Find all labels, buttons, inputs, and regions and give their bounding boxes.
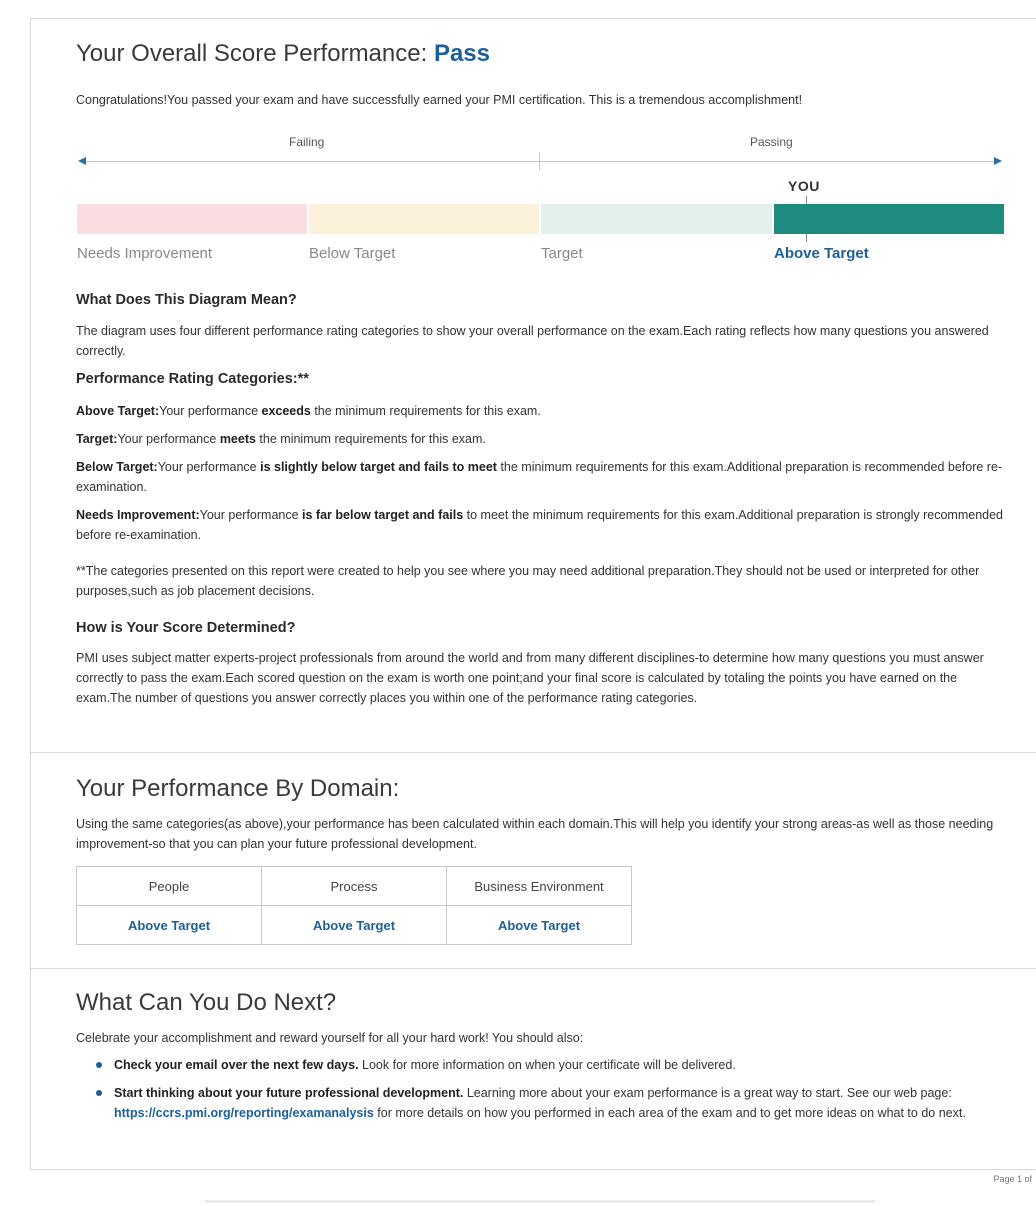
- overall-score-title: [76, 40, 490, 68]
- exam-analysis-link[interactable]: https://ccrs.pmi.org/reporting/examanalysis: [114, 1106, 374, 1120]
- domain-text: Using the same categories(as above),your performance has been calculated within each domain.This will help you identify your strong areas-as well as those needing improvement-so that you can plan your future professional development.: [76, 817, 994, 851]
- rating-term: Below Target:: [76, 460, 158, 474]
- domain-column-process: Process: [262, 867, 447, 906]
- arrow-right-icon: [994, 157, 1002, 165]
- rating-text: to meet the minimum requirements for this exam.Additional preparation is strongly recommended before re-examination.: [76, 508, 1004, 542]
- pass-fail-divider: [539, 152, 540, 170]
- rating-below-target: [76, 457, 1011, 497]
- rating-text: the minimum requirements for this exam.Additional preparation is recommended before re-examination.: [76, 460, 1003, 494]
- next-step-text: Look for more information on when your certificate will be delivered.: [358, 1058, 736, 1072]
- list-item: [96, 1055, 1016, 1075]
- list-item: [96, 1083, 1016, 1123]
- overall-result: Pass: [433, 40, 491, 67]
- arrow-left-icon: [78, 157, 86, 165]
- page-number: Page 1 of: [993, 1174, 1032, 1184]
- label-below-target: Below Target: [309, 245, 396, 262]
- rating-text: the minimum requirements for this exam.: [255, 432, 486, 446]
- domain-value-people: Above Target: [77, 906, 262, 945]
- rating-emphasis: is slightly below target and fails to meet: [260, 460, 497, 474]
- next-step-text: for more details on how you performed in each area of the exam and to get more ideas on what to do next.: [373, 1106, 966, 1120]
- table-row: [77, 906, 632, 945]
- you-marker-tick: [806, 196, 807, 204]
- score-determined-text: PMI uses subject matter experts-project professionals from around the world and from many different disciplines-to determine how many questions you must answer correctly to pass the exam.Each scored question on the exam is worth one point;and your final score is calculated by totaling the points you have earned on the exam.The number of questions you answer correctly places you within one of the performance rating categories.: [76, 651, 984, 705]
- rating-target: [76, 429, 1016, 449]
- table-header-row: [77, 867, 632, 906]
- rating-text: the minimum requirements for this exam.: [310, 404, 541, 418]
- section-divider: [30, 968, 1036, 969]
- segment-above-target: [774, 204, 1004, 234]
- label-target: Target: [541, 245, 583, 262]
- domain-column-business-environment: Business Environment: [447, 867, 632, 906]
- section-divider: [30, 752, 1036, 753]
- failing-label: Failing: [289, 135, 325, 149]
- diagram-meaning-heading: What Does This Diagram Mean?: [76, 292, 297, 308]
- rating-term: Needs Improvement:: [76, 508, 200, 522]
- page-bottom-shadow: [205, 1200, 875, 1203]
- categories-footnote: **The categories presented on this report were created to help you see where you may need additional preparation.They should not be used or interpreted for other purposes,such as job placement decisions.: [76, 564, 980, 598]
- domain-value-business-environment: Above Target: [447, 906, 632, 945]
- segment-target: [541, 204, 772, 234]
- next-step-title: Check your email over the next few days.: [114, 1058, 359, 1072]
- next-step-title: Start thinking about your future professional development.: [114, 1086, 464, 1100]
- rating-text: Your performance: [157, 460, 261, 474]
- you-marker-label: YOU: [788, 178, 820, 194]
- rating-above-target: [76, 401, 1016, 421]
- score-determined-heading: How is Your Score Determined?: [76, 620, 296, 636]
- next-steps-intro: Celebrate your accomplishment and reward yourself for all your hard work! You should also:: [76, 1031, 584, 1045]
- label-above-target: Above Target: [774, 245, 869, 262]
- label-needs-improvement: Needs Improvement: [77, 245, 213, 262]
- segment-below-target: [309, 204, 539, 234]
- rating-needs-improvement: [76, 505, 1016, 545]
- rating-categories-heading: Performance Rating Categories:**: [76, 371, 309, 387]
- domain-value-process: Above Target: [262, 906, 447, 945]
- next-steps-list: [96, 1055, 1016, 1131]
- bullet-icon: [96, 1090, 102, 1096]
- domain-heading: Your Performance By Domain:: [76, 775, 400, 802]
- domain-column-people: People: [77, 867, 262, 906]
- rating-term: Target:: [76, 432, 118, 446]
- overall-score-title-prefix: Your Overall Score Performance:: [76, 40, 428, 67]
- diagram-meaning-text: The diagram uses four different performance rating categories to show your overall performance on the exam.Each rating reflects how many questions you answered correctly.: [76, 324, 989, 358]
- bullet-icon: [96, 1062, 102, 1068]
- next-step-text: Learning more about your exam performance is a great way to start. See our web page:: [463, 1086, 952, 1100]
- passing-label: Passing: [750, 135, 793, 149]
- rating-text: Your performance: [117, 432, 220, 446]
- rating-term: Above Target:: [76, 404, 160, 418]
- domain-performance-table: [76, 866, 632, 945]
- you-marker-tick-bottom: [806, 234, 807, 242]
- rating-text: Your performance: [159, 404, 262, 418]
- rating-emphasis: exceeds: [261, 404, 311, 418]
- congrats-message: Congratulations!You passed your exam and have successfully earned your PMI certification. This is a tremendous accomplishment!: [76, 93, 803, 107]
- rating-emphasis: is far below target and fails: [302, 508, 464, 522]
- rating-emphasis: meets: [219, 432, 256, 446]
- segment-needs-improvement: [77, 204, 307, 234]
- next-steps-heading: What Can You Do Next?: [76, 989, 337, 1016]
- rating-text: Your performance: [199, 508, 303, 522]
